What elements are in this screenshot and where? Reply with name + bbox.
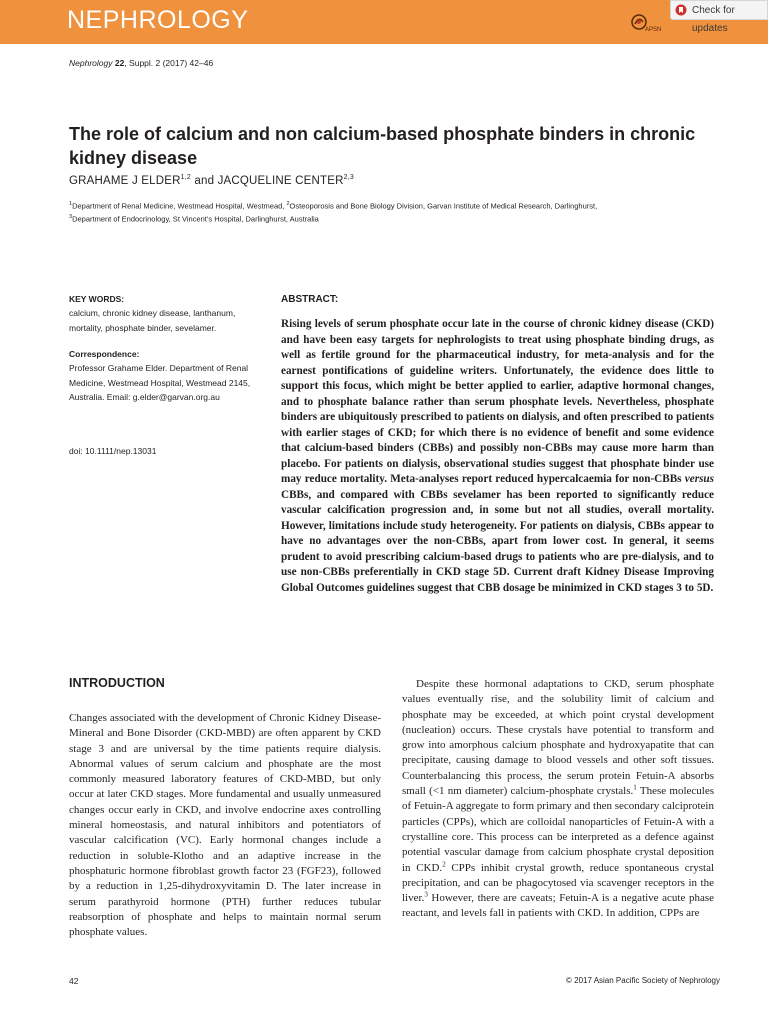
correspondence-text: Professor Grahame Elder. Department of Renal Medicine, Westmead Hospital, Westmead 2145, Australia. Email: g.elder@garvan.org.au (69, 363, 251, 403)
page-number: 42 (69, 976, 79, 986)
affiliation-text: Department of Endocrinology, St Vincent’s Hospital, Darlinghurst, Australia (72, 214, 319, 224)
paragraph-text: CPPs inhibit crystal growth, reduce spontaneous crystal precipitation, and can be phagocytosed via scavenger receptors in the liver. (402, 861, 715, 905)
correspondence-heading: Correspondence: (69, 349, 140, 359)
author-affiliation-ref: 1,2 (180, 174, 191, 181)
keywords-heading: KEY WORDS: (69, 294, 125, 304)
citation-journal: Nephrology (69, 58, 113, 68)
author-name: GRAHAME J ELDER (69, 174, 181, 187)
bookmark-badge-icon (675, 4, 687, 16)
citation-reference[interactable]: 3 (424, 890, 428, 899)
affiliation-text: Department of Renal Medicine, Westmead Hospital, Westmead, (72, 201, 287, 211)
affiliation-marker: 2 (286, 201, 290, 207)
logo-text: APSN (645, 27, 662, 33)
journal-name: NEPHROLOGY (67, 6, 249, 34)
affiliation (69, 201, 729, 211)
keywords-text: calcium, chronic kidney disease, lanthanum, mortality, phosphate binder, sevelamer. (69, 308, 236, 333)
abstract-text-part: Rising levels of serum phosphate occur late in the course of chronic kidney disease (CKD) and have been easy targets for nephrologists to treat using phosphate binding drugs, as well as fertile ground for the pharmaceutical industry, for meta-analysis and for the earnest pontifications of guideline writers. Unfortunately, the evidence does little to support this focus, which might be better applied to earlier, adaptive hormonal changes, and to phosphate balance rather than serum phosphate levels. Nevertheless, phosphate binders are ubiquitously prescribed to patients on dialysis, and often prescribed to patients with earlier stages of CKD; for which there is no evidence of benefit and some evidence that calcium-based binders (CBBs) and possibly non-CBBs may cause more harm than placebo. For patients on dialysis, observational studies suggest that phosphate binder use may reduce mortality. Meta-analyses report reduced hypercalcaemia for non-CBBs (281, 318, 714, 485)
affiliation-marker: 3 (69, 214, 73, 220)
citation-volume: 22 (114, 58, 125, 68)
check-for-updates-button[interactable] (670, 0, 768, 34)
abstract-text-part: CBBs, and compared with CBBs sevelamer has been reported to significantly reduce vascular calcification progression and, in some but not all studies, overall mortality. However, limitations include study heterogeneity. For patients on dialysis, CBBs appear to have no advantages over the non-CBBs, apart from lower cost. In general, it seems prudent to avoid prescribing calcium-based drugs to patients who are pre-dialysis, and to use non-CBBs preferentially in CKD stage 5D. Current draft Kidney Disease Improving Global Outcomes guidelines suggest that CBB dosage be minimized in CKD stages 3 to 5D. (281, 488, 714, 594)
paragraph-text: Despite these hormonal adaptations to CKD, serum phosphate values eventually rise, and the solubility limit of calcium and phosphate may be exceeded, at which point crystal development (nucleation) occurs. These crystals have potential to transform and grow into amorphous calcium phosphate and hydroxyapatite that can precipitate, causing damage to blood vessels and other soft tissues. Counterbalancing this process, the serum protein Fetuin-A absorbs small (<1 nm diameter) calcium-phosphate crystals. (402, 678, 714, 798)
journal-banner (0, 0, 768, 44)
citation-reference[interactable]: 2 (442, 859, 446, 868)
introduction-left-column: Changes associated with the development of Chronic Kidney Disease-Mineral and Bone Disorder (CKD-MBD) are often apparent by CKD stage 3 and are universal by the time patients require dialysis. Abnormal values of serum calcium and phosphate are the most commonly measured laboratory features of CKD-MBD, but only occur at later CKD stages. More fundamental and usually unmeasured changes occur early in CKD, and involve endocrine axes controlling mineral homeostasis, and natural inhibitors and potentiators of vascular calcification (VC). Early hormonal changes include a reduction in soluble-Klotho and an adaptive increase in the phosphaturic hormone fibroblast growth factor 23 (FGF23), followed by a reduction in 1,25-dihydroxyvitamin D. The later increase in serum parathyroid hormone (PTH) further reduces tubular reabsorption of phosphate and helps to maintain normal serum phosphate values. (69, 712, 381, 939)
author-joiner: and (190, 174, 218, 187)
abstract-italic-word: versus (684, 473, 714, 485)
affiliation (69, 214, 729, 224)
apsn-logo-icon (630, 12, 666, 34)
citation-reference[interactable]: 1 (633, 783, 637, 792)
copyright-notice: © 2017 Asian Pacific Society of Nephrology (566, 976, 720, 985)
author-line (69, 174, 354, 187)
author-affiliation-ref: 2,3 (343, 174, 354, 181)
abstract-text (281, 317, 714, 596)
affiliation-text: Osteoporosis and Bone Biology Division, Garvan Institute of Medical Research, Darlinghurst, (289, 201, 598, 211)
citation-line (69, 58, 213, 68)
introduction-right-column (402, 677, 714, 922)
affiliation-marker: 1 (69, 201, 73, 207)
abstract-heading: ABSTRACT: (281, 294, 339, 305)
paragraph-text: However, there are caveats; Fetuin-A is a negative acute phase reactant, and levels fall in patients with CKD. In addition, CPPs are (402, 892, 714, 920)
doi-link[interactable]: doi: 10.1111/nep.13031 (69, 446, 157, 456)
introduction-heading: INTRODUCTION (69, 676, 165, 690)
author-name: JACQUELINE CENTER (217, 174, 344, 187)
article-title: The role of calcium and non calcium-based phosphate binders in chronic kidney disease (69, 124, 696, 168)
paragraph-text: These molecules of Fetuin-A aggregate to form primary and then secondary calciprotein particles (CPPs), which are colloidal nanoparticles of Fetuin-A with a crystalline core. This process can be interpreted as a defence against potential vascular damage from calcium phosphate crystal deposition in CKD. (402, 785, 714, 874)
citation-rest: , Suppl. 2 (2017) 42–46 (124, 58, 214, 68)
check-for-updates-label: Check for updates (692, 5, 735, 34)
